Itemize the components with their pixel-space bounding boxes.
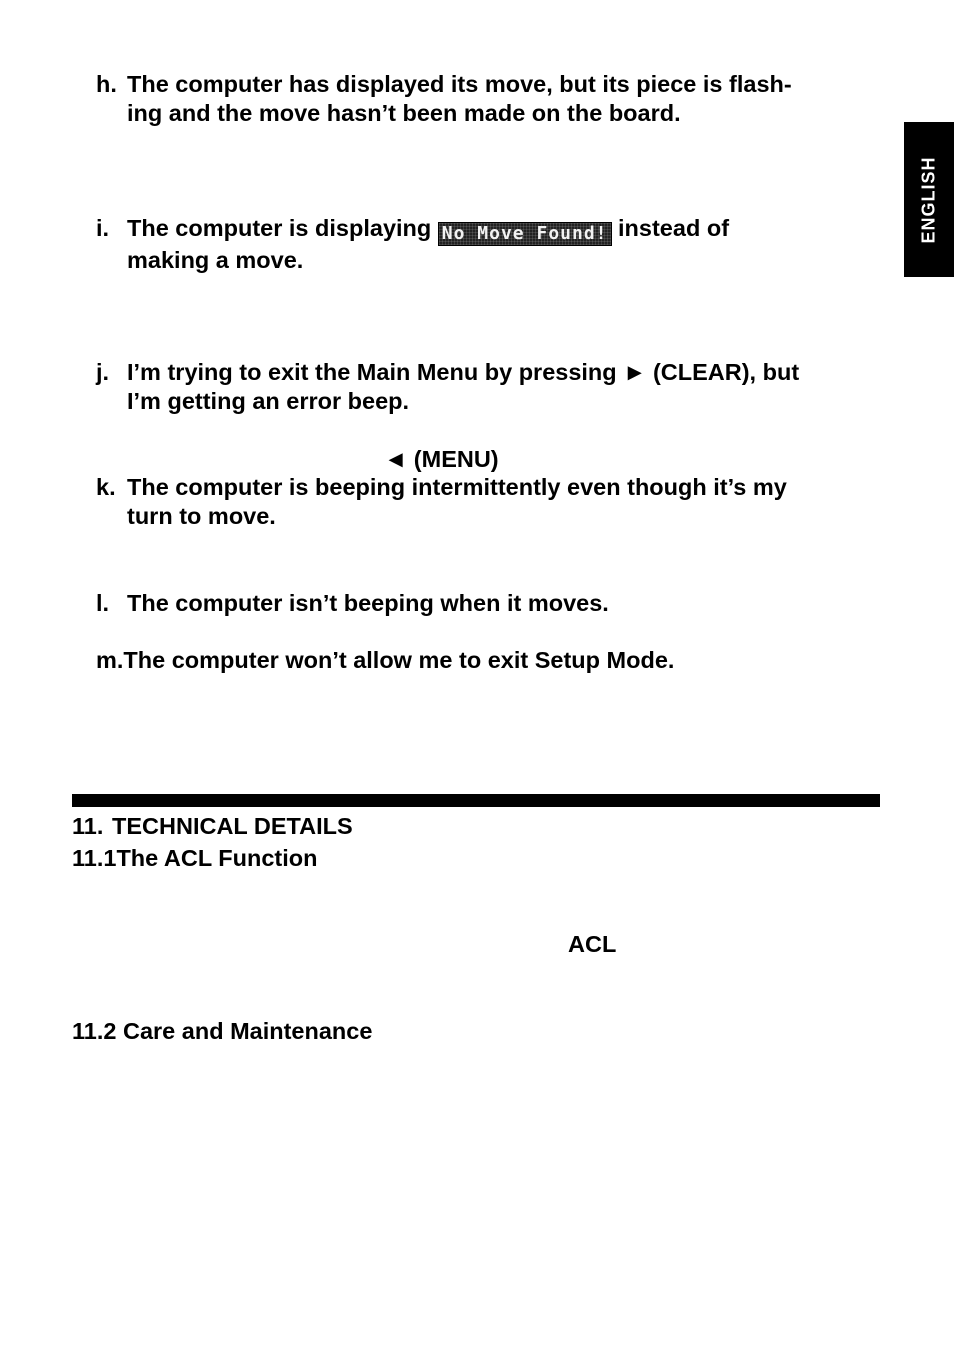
- menu-key-label: ◄ (MENU): [384, 446, 499, 472]
- subsection-title: The ACL Function: [116, 845, 318, 871]
- item-text-line: The computer isn’t beeping when it moves.: [127, 590, 609, 616]
- lcd-display-message: No Move Found!: [438, 222, 612, 246]
- item-letter: l.: [96, 590, 110, 616]
- item-text-line: The computer is beeping intermittently even though it’s my: [127, 474, 787, 500]
- item-text-line: I’m trying to exit the Main Menu by pressing ► (CLEAR), but: [127, 359, 800, 385]
- list-item-m: m.The computer won’t allow me to exit Setup Mode.: [96, 647, 675, 673]
- subsection-title: Care and Maintenance: [122, 1018, 373, 1044]
- item-text-line: ing and the move hasn’t been made on the board.: [127, 100, 681, 126]
- section-heading: [72, 812, 353, 841]
- item-text-line: making a move.: [127, 247, 304, 273]
- item-text: instead of: [618, 215, 730, 241]
- language-tab: [904, 122, 954, 277]
- language-tab-label: ENGLISH: [918, 155, 939, 244]
- item-letter: k.: [96, 474, 116, 500]
- item-letter: j.: [96, 359, 110, 385]
- item-letter: h.: [96, 71, 117, 97]
- item-text: The computer is displaying: [127, 215, 432, 241]
- subsection-number: 11.2: [72, 1018, 117, 1044]
- subsection-heading-acl: [72, 844, 318, 873]
- subsection-number: 11.1: [72, 845, 117, 871]
- subsection-heading-care: [72, 1017, 372, 1046]
- section-divider: [72, 794, 880, 807]
- item-text-line: turn to move.: [127, 503, 276, 529]
- item-letter: i.: [96, 215, 110, 241]
- section-title: TECHNICAL DETAILS: [112, 813, 353, 839]
- item-text-line: The computer has displayed its move, but its piece is flash-: [127, 71, 792, 97]
- item-text-line: I’m getting an error beep.: [127, 388, 410, 414]
- acl-label: ACL: [568, 931, 617, 957]
- section-number: 11.: [72, 813, 104, 839]
